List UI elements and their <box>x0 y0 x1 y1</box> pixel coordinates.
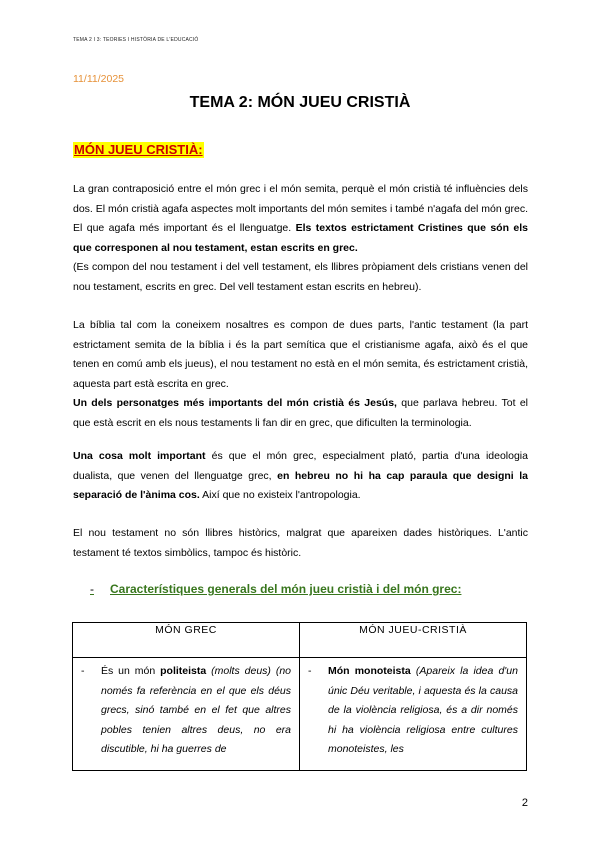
cell-italic: (Apareix la idea d'un únic Déu veritable, i aquesta és la causa de la violència religiosa, és a dir només hi ha violència religiosa entre cultures monoteistes, les <box>328 665 518 755</box>
list-item <box>81 662 291 760</box>
list-item-text <box>328 662 518 760</box>
table-row <box>73 658 527 771</box>
paragraph-3-text-2: Així que no existeix l'antropologia. <box>199 489 361 501</box>
paragraph-2-bold: Un dels personatges més importants del món cristià és Jesús, <box>73 397 397 409</box>
table-header-cell: MÓN GREC <box>73 623 300 658</box>
paragraph-3 <box>73 447 528 506</box>
comparison-table <box>72 622 527 771</box>
table-header-cell: MÓN JUEU-CRISTIÀ <box>300 623 527 658</box>
bullet-dash: - <box>90 582 94 596</box>
table-cell-judeo-christian <box>300 658 527 771</box>
paragraph-3-text-1: és que el món grec, especialment plató, partia d'una ideologia dualista, que venen del llenguatge grec, <box>73 450 528 482</box>
paragraph-1 <box>73 180 528 297</box>
cell-bold: politeista <box>160 665 207 677</box>
page-title: TEMA 2: MÓN JUEU CRISTIÀ <box>189 94 411 111</box>
date-label: 11/11/2025 <box>73 73 124 85</box>
table-cell-greek <box>73 658 300 771</box>
bullet-dash: - <box>81 665 85 677</box>
paragraph-1-bold: Els textos estrictament Cristines que són els que corresponen al nou testament, estan escrits en grec. <box>73 222 528 254</box>
paragraph-2 <box>73 316 528 433</box>
paragraph-3-bold-2: en hebreu no hi ha cap paraula que designi la separació de l'ànima cos. <box>73 469 528 501</box>
bullet-heading <box>90 582 461 596</box>
paragraph-3-bold-1: Una cosa molt important <box>73 450 206 462</box>
paragraph-2-rest: que parlava hebreu. Tot el que està escrit en els nous testaments li fan dir en grec, que dificulten la terminologia. <box>73 397 528 429</box>
section-heading: MÓN JUEU CRISTIÀ: <box>74 142 203 157</box>
running-header: TEMA 2 I 3: TEORIES I HISTÒRIA DE L'EDUCACIÓ <box>73 37 199 43</box>
cell-bold: Món monoteista <box>328 665 411 677</box>
list-item-text <box>101 662 291 760</box>
paragraph-4-text: El nou testament no són llibres històrics, malgrat que apareixen dades històriques. L'antic testament té textos simbòlics, tampoc és històric. <box>73 527 528 559</box>
paragraph-1-text: La gran contraposició entre el món grec i el món semita, perquè el món cristià té influències dels dos. El món cristià agafa aspectes molt importants del món semites i també n'agafa del món grec. El que agafa més important és el llenguatge. <box>73 183 528 234</box>
bullet-heading-text: Característiques generals del món jueu cristià i del món grec: <box>110 582 462 596</box>
cell-italic: (molts deus) (no només fa referència en el que els déus grecs, sinó també en el fet que altres pobles tenien altres deus, no era discutible, hi ha guerres de <box>101 665 291 755</box>
paragraph-4 <box>73 524 528 563</box>
bullet-dash: - <box>308 665 312 677</box>
table-header-row <box>73 623 527 658</box>
paragraph-2-text: La bíblia tal com la coneixem nosaltres es compon de dues parts, l'antic testament (la part estrictament semita de la bíblia i és la part semítica que el cristianisme agafa, això és el que tenen en comú amb els jueus), el nou testament no està en el món semita, és estrictament cristià, aquesta part està escrita en grec. <box>73 319 528 390</box>
cell-text: És un món <box>101 665 161 677</box>
list-item <box>308 662 518 760</box>
paragraph-1-note: (Es compon del nou testament i del vell testament, els llibres pròpiament dels cristians venen del nou testament, escrits en grec. Del vell testament estan escrits en hebreu). <box>73 261 528 293</box>
page-number: 2 <box>521 797 528 809</box>
